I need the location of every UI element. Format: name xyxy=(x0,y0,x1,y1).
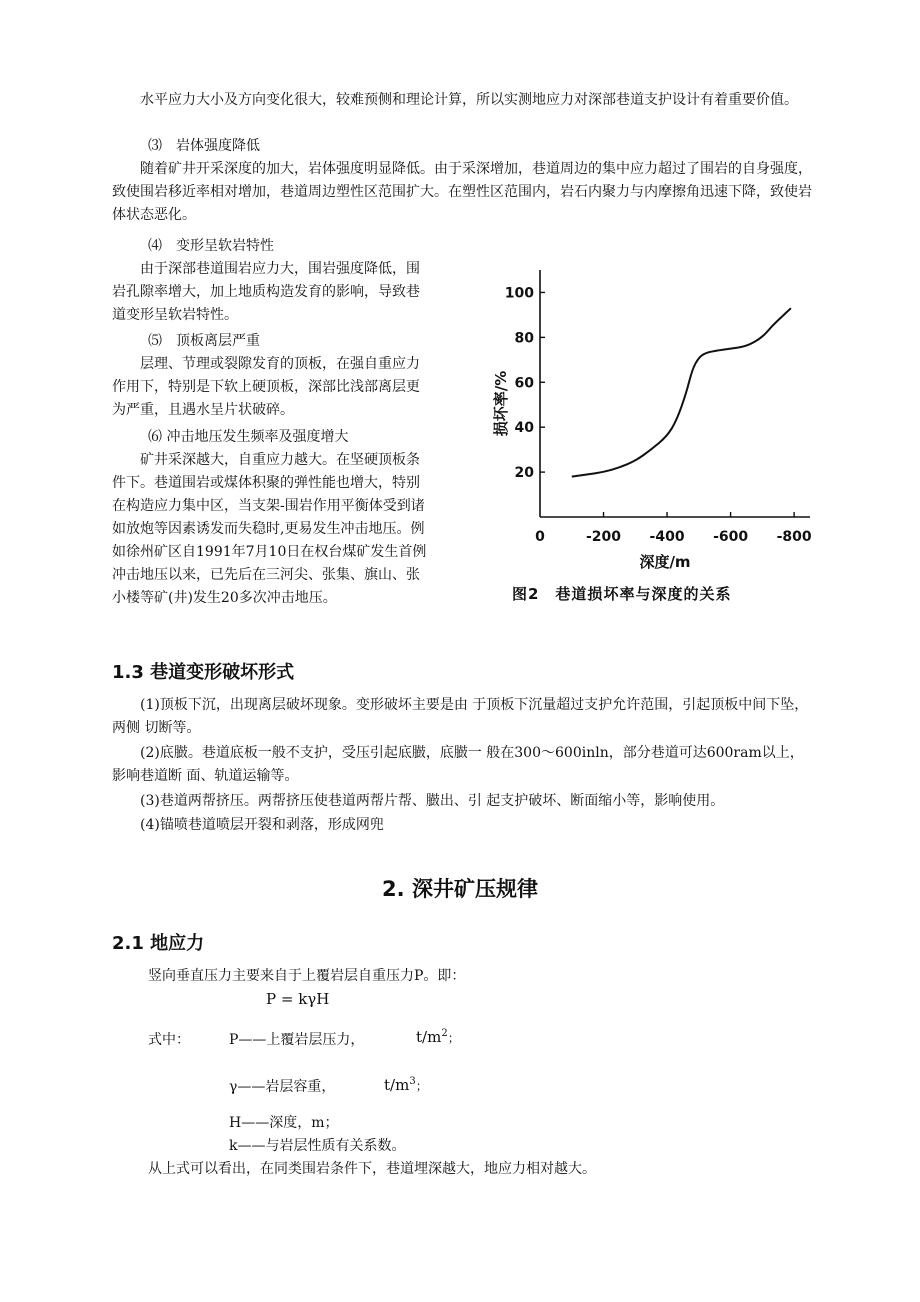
y-axis-label: 损坏率/% xyxy=(492,370,510,437)
y-tick-label: 40 xyxy=(514,420,534,437)
item4-title: ⑷ 变形呈软岩特性 xyxy=(148,238,274,254)
x-tick-label: -600 xyxy=(713,529,749,545)
def-h: H——深度，m； xyxy=(229,1115,339,1131)
sec13-item-1: (1)顶板下沉，出现离层破坏现象。变形破坏主要是由 于顶板下沉量超过支护允许范围，引起顶板中间下坠，两侧 切断等。 xyxy=(112,697,809,736)
item5-title: ⑸ 顶板离层严重 xyxy=(148,333,260,349)
def-p-unit: $t/m^2$； xyxy=(416,1028,460,1046)
def-k: k——与岩层性质有关系数。 xyxy=(229,1138,406,1154)
section-2-1-title: 2.1 地应力 xyxy=(112,933,205,954)
paragraph-top: 水平应力大小及方向变化很大，较难预侧和理论计算，所以实测地应力对深部巷道支护设计有着重要价值。 xyxy=(140,92,798,108)
x-tick-label: 0 xyxy=(535,529,545,545)
y-tick-label: 60 xyxy=(514,375,534,392)
sec13-item-4: (4)锚喷巷道喷层开裂和剥落，形成网兜 xyxy=(140,817,384,833)
item5-text: 层理、节理或裂隙发育的顶板，在强自重应力作用下，特别是下软上硬顶板，深部比浅部离层更为严重，且遇水呈片状破碎。 xyxy=(112,356,420,418)
item3-text: 随着矿井开采深度的加大，岩体强度明显降低。由于采深增加，巷道周边的集中应力超过了围岩的自身强度，致使围岩移近率相对增加，巷道周边塑性区范围扩大。在塑性区范围内，岩石内聚力与内摩擦角迅速下降，致使岩体状态恶化。 xyxy=(112,161,812,223)
def-gamma: γ——岩层容重， xyxy=(229,1079,336,1095)
item6-title: ⑹ 冲击地压发生频率及强度增大 xyxy=(148,429,349,445)
x-tick-label: -400 xyxy=(649,529,685,545)
section-1-3-title: 1.3 巷道变形破坏形式 xyxy=(112,662,295,683)
chart-title: 图2 巷道损坏率与深度的关系 xyxy=(512,585,732,603)
series-line xyxy=(572,308,791,476)
x-tick-label: -200 xyxy=(586,529,622,545)
sec13-item-3: (3)巷道两帮挤压。两帮挤压使巷道两帮片帮、臌出、引 起支护破坏、断面缩小等，影响使用。 xyxy=(140,793,725,809)
item4-text: 由于深部巷道围岩应力大，围岩强度降低，围岩孔隙率增大，加上地质构造发育的影响，导致巷道变形呈软岩特性。 xyxy=(112,261,420,323)
def-gamma-unit: $t/m^3$； xyxy=(384,1076,428,1094)
depth-damage-chart xyxy=(470,255,850,615)
x-axis-label: 深度/m xyxy=(639,553,691,571)
formula: P = kγH xyxy=(266,990,330,1008)
sec13-item-2: (2)底臌。巷道底板一般不支护，受压引起底臌，底臌一 般在300～600inln，部分巷道可达600ram以上，影响巷道断 面、轨道运输等。 xyxy=(112,745,804,784)
where-label: 式中： xyxy=(148,1032,190,1048)
chapter-2-title: 2. 深井矿压规律 xyxy=(382,877,538,901)
def-p: P——上覆岩层压力， xyxy=(229,1032,365,1048)
conclusion: 从上式可以看出，在同类围岩条件下，巷道埋深越大，地应力相对越大。 xyxy=(148,1161,596,1177)
x-tick-label: -800 xyxy=(776,529,812,545)
item3-title: ⑶ 岩体强度降低 xyxy=(148,138,260,154)
y-tick-label: 20 xyxy=(514,465,534,482)
y-tick-label: 100 xyxy=(504,285,534,302)
y-tick-label: 80 xyxy=(514,330,534,347)
sec21-intro: 竖向垂直压力主要来自于上覆岩层自重压力P。即： xyxy=(148,968,466,984)
item6-text: 矿井采深越大，自重应力越大。在坚硬顶板条件下。巷道围岩或煤体积聚的弹性能也增大，特别在构造应力集中区，当支架-围岩作用平衡体受到诸如放炮等因素诱发而失稳时,更易发生冲击地压。例如徐州矿区自1991年7月10日在权台煤矿发生首例冲击地压以来，已先后在三河尖、张集、旗山、张小楼等矿(井)发生20多次冲击地压。 xyxy=(112,452,427,606)
